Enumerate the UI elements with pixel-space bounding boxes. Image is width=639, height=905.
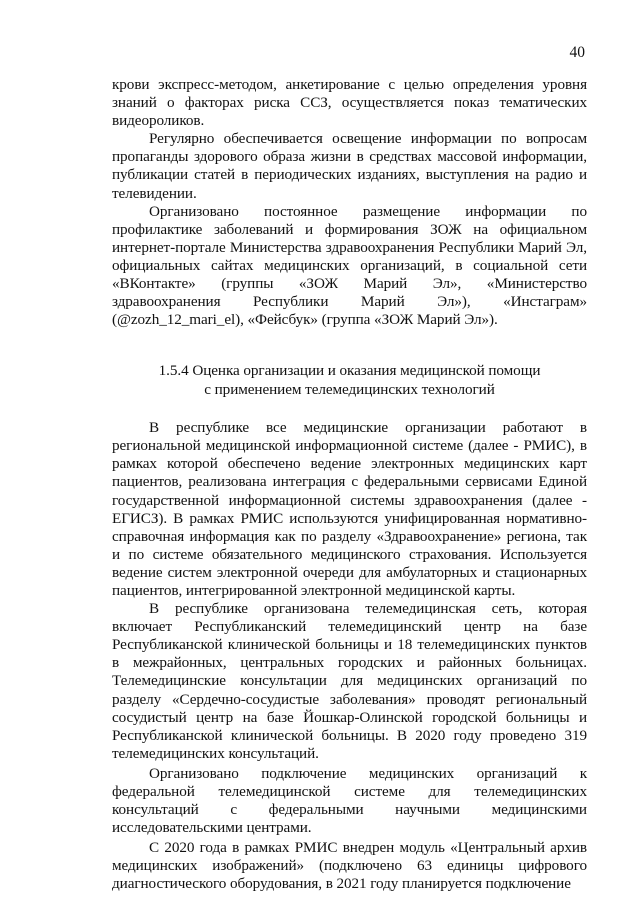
section-heading-line-2: с применением телемедицинских технологий: [204, 380, 495, 398]
paragraph-rmis: В республике все медицинские организации работают в региональной медицинской информационной системе (далее - РМИС), в рамках которой обеспечено ведение электронных медицинских карт пациентов, реализована интеграция с федеральными сервисами Единой государственной информационной системы здравоохранения (далее - ЕГИСЗ). В рамках РМИС используются унифицированная нормативно-справочная информация как по разделу «Здравоохранение» региона, так и по системе обязательного медицинского страхования. Используется ведение систем электронной очереди для амбулаторных и стационарных пациентов, интегрированной электронной медицинской карты.: [112, 419, 587, 599]
paragraph-telemedicine-network: В республике организована телемедицинская сеть, которая включает Республиканский телемедицинский центр на базе Республиканской клинической больницы и 18 телемедицинских пунктов в межрайонных, центральных городских и районных больницах. Телемедицинские консультации для медицинских организаций по разделу «Сердечно-сосудистые заболевания» проводят региональный сосудистый центр на базе Йошкар-Олинской городской больницы и Республиканской клинической больницы. В 2020 году проведено 319 телемедицинских консультаций.: [112, 600, 587, 762]
section-heading: [112, 362, 587, 399]
paragraph-federal-connection: Организовано подключение медицинских организаций к федеральной телемедицинской системе для телемедицинских консультаций с федеральными научными медицинскими исследовательскими центрами.: [112, 764, 587, 837]
paragraph-online-information: Организовано постоянное размещение информации по профилактике заболеваний и формирования ЗОЖ на официальном интернет-портале Министерства здравоохранения Республики Марий Эл, официальных сайтах медицинских организаций, в социальной сети «ВКонтакте» (группы «ЗОЖ Марий Эл», «Министерство здравоохранения Республики Марий Эл»), «Инстаграм» (@zozh_12_mari_el), «Фейсбук» (группа «ЗОЖ Марий Эл»).: [112, 202, 587, 329]
paragraph-continuation: крови экспресс-методом, анкетирование с целью определения уровня знаний о факторах риска ССЗ, осуществляется показ тематических видеороликов.: [112, 76, 587, 130]
document-body: [112, 76, 587, 894]
paragraph-media-coverage: Регулярно обеспечивается освещение информации по вопросам пропаганды здорового образа жизни в средствах массовой информации, публикации статей в периодических изданиях, выступления на радио и телевидении.: [112, 130, 587, 202]
page-number: 40: [569, 44, 585, 61]
paragraph-image-archive: С 2020 года в рамках РМИС внедрен модуль «Центральный архив медицинских изображений» (подключено 63 единицы цифрового диагностического оборудования, в 2021 году планируется подключение: [112, 839, 587, 893]
section-heading-line-1: 1.5.4 Оценка организации и оказания медицинской помощи: [158, 362, 541, 380]
